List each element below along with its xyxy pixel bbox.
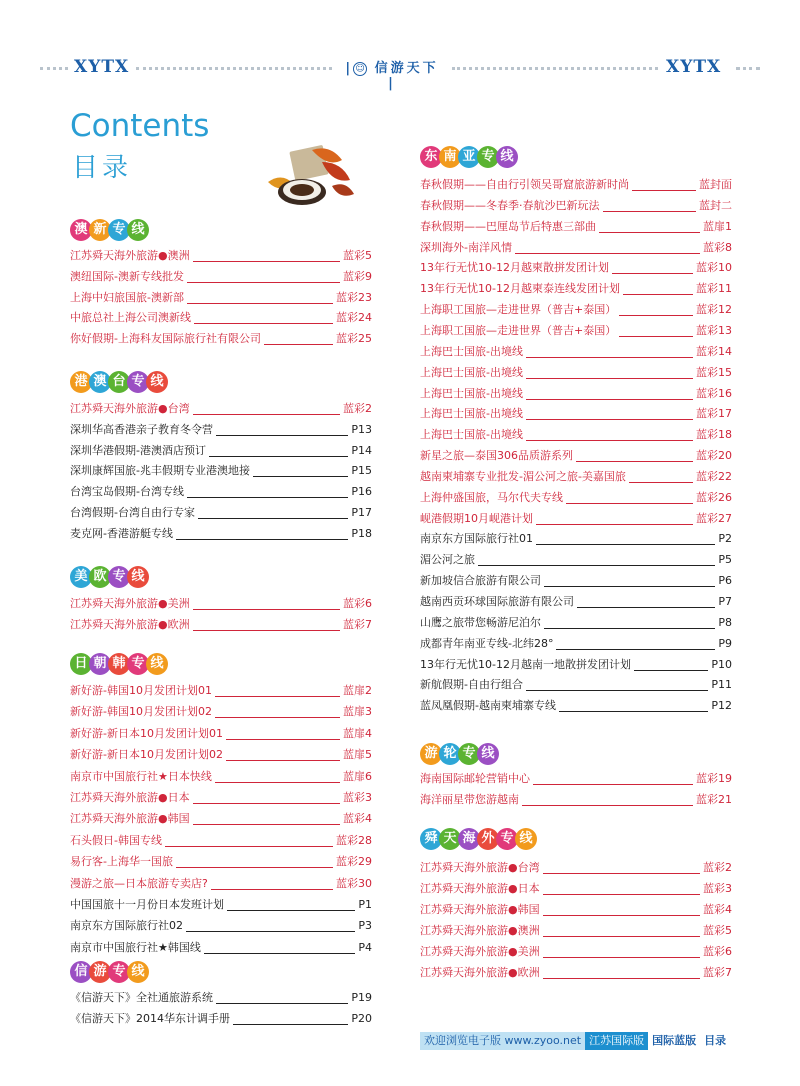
- entry-page: 蓝彩5: [700, 921, 732, 940]
- toc-entry[interactable]: [70, 246, 372, 265]
- entry-title: 新航假期-自由行组合: [420, 675, 526, 694]
- entry-title: 澳纽国际-澳新专线批发: [70, 267, 187, 286]
- entry-page: P3: [355, 916, 372, 935]
- toc-entry[interactable]: [70, 724, 372, 743]
- header-dots-left: [40, 67, 68, 70]
- section-badge: 线: [515, 828, 537, 850]
- entry-title: 春秋假期——冬春季·春航沙巴新玩法: [420, 196, 603, 215]
- toc-entry[interactable]: [420, 550, 732, 569]
- toc-entry[interactable]: [70, 441, 372, 460]
- section-badge: 专: [477, 146, 499, 168]
- entry-page: P15: [348, 461, 372, 480]
- header-logo-left: XYTX: [74, 57, 130, 77]
- entry-page: 蓝彩3: [700, 879, 732, 898]
- entry-title: 江苏舜天海外旅游●澳洲: [420, 921, 543, 940]
- section-badge: 线: [127, 219, 149, 241]
- toc-entry[interactable]: [70, 767, 372, 786]
- entry-page: 蓝彩5: [340, 246, 372, 265]
- toc-entry[interactable]: [420, 258, 732, 277]
- toc-entry[interactable]: [420, 300, 732, 319]
- entry-title: 江苏舜天海外旅游●欧洲: [420, 963, 543, 982]
- entry-page: 蓝扉6: [340, 767, 372, 786]
- left-section-title-1: [70, 370, 165, 396]
- entry-title: 成都青年南亚专线-北纬28°: [420, 634, 556, 653]
- section-badge: 专: [108, 219, 130, 241]
- entry-title: 漫游之旅—日本旅游专卖店?: [70, 874, 211, 893]
- entry-page: 蓝彩7: [700, 963, 732, 982]
- entry-title: 《信游天下》全社通旅游系统: [70, 988, 216, 1007]
- entry-title: 麦克网-香港游艇专线: [70, 524, 176, 543]
- section-badge: 线: [146, 371, 168, 393]
- toc-entry[interactable]: [420, 571, 732, 590]
- entry-page: 蓝彩17: [693, 404, 732, 423]
- entry-title: 江苏舜天海外旅游●日本: [70, 788, 193, 807]
- section-badge: 澳: [89, 371, 111, 393]
- section-badge: 天: [439, 828, 461, 850]
- entry-page: 蓝彩8: [700, 238, 732, 257]
- toc-entry[interactable]: [420, 488, 732, 507]
- toc-entry[interactable]: [420, 592, 732, 611]
- entry-title: 新好游-韩国10月发团计划01: [70, 681, 215, 700]
- entry-page: 蓝彩15: [693, 363, 732, 382]
- entry-page: 蓝彩19: [693, 769, 732, 788]
- section-badge: 日: [70, 653, 92, 675]
- entry-page: 蓝彩27: [693, 509, 732, 528]
- entry-title: 深圳华高香港亲子教育冬令营: [70, 420, 216, 439]
- section-badge: 新: [89, 219, 111, 241]
- entry-page: P12: [708, 696, 732, 715]
- entry-page: P11: [708, 675, 732, 694]
- entry-page: P10: [708, 655, 732, 674]
- entry-page: P6: [715, 571, 732, 590]
- entry-page: P18: [348, 524, 372, 543]
- entry-page: P8: [715, 613, 732, 632]
- entry-page: 蓝彩20: [693, 446, 732, 465]
- toc-entry[interactable]: [420, 217, 732, 236]
- entry-page: 蓝彩7: [340, 615, 372, 634]
- section-badge: 线: [496, 146, 518, 168]
- entry-page: P20: [348, 1009, 372, 1028]
- header-dots-mid-right: [452, 67, 658, 70]
- section-badge: 专: [458, 743, 480, 765]
- toc-entry[interactable]: [420, 675, 732, 694]
- toc-entry[interactable]: [420, 655, 732, 674]
- entry-page: 蓝彩3: [340, 788, 372, 807]
- entry-title: 山鹰之旅带您畅游尼泊尔: [420, 613, 544, 632]
- section-badge: 台: [108, 371, 130, 393]
- smile-icon: ☺: [353, 62, 367, 76]
- toc-entry[interactable]: [420, 879, 732, 898]
- entry-title: 13年行无忧10-12月越柬散拼发团计划: [420, 258, 612, 277]
- entry-title: 春秋假期——自由行引领吴哥窟旅游新时尚: [420, 175, 632, 194]
- section-badge: 舜: [420, 828, 442, 850]
- toc-entry[interactable]: [420, 196, 732, 215]
- entry-page: 蓝彩4: [700, 900, 732, 919]
- entry-title: 台湾假期-台湾自由行专家: [70, 503, 198, 522]
- section-badge: 线: [477, 743, 499, 765]
- entry-title: 新加坡信合旅游有限公司: [420, 571, 544, 590]
- toc-entry[interactable]: [420, 446, 732, 465]
- section-badge: 游: [89, 961, 111, 983]
- entry-title: 深圳康辉国旅-兆丰假期专业港澳地接: [70, 461, 253, 480]
- toc-entry[interactable]: [420, 467, 732, 486]
- entry-page: 蓝扉5: [340, 745, 372, 764]
- entry-page: 蓝彩25: [333, 329, 372, 348]
- entry-page: P4: [355, 938, 372, 957]
- section-badge: 朝: [89, 653, 111, 675]
- toc-entry[interactable]: [420, 921, 732, 940]
- right-section-title-2: [420, 827, 534, 853]
- entry-title: 江苏舜天海外旅游●日本: [420, 879, 543, 898]
- toc-entry[interactable]: [70, 809, 372, 828]
- entry-title: 石头假日-韩国专线: [70, 831, 165, 850]
- toc-entry[interactable]: [420, 238, 732, 257]
- entry-title: 湄公河之旅: [420, 550, 478, 569]
- toc-entry[interactable]: [420, 509, 732, 528]
- header-title-text: 信游天下: [374, 61, 439, 76]
- entry-title: 你好假期-上海科友国际旅行社有限公司: [70, 329, 264, 348]
- entry-page: 蓝扉4: [340, 724, 372, 743]
- toc-entry[interactable]: [420, 900, 732, 919]
- entry-title: 上海巴士国旅-出境线: [420, 342, 526, 361]
- entry-title: 深圳海外-南洋风情: [420, 238, 515, 257]
- footer-version: 国际蓝版: [652, 1034, 697, 1047]
- entry-title: 上海巴士国旅-出境线: [420, 425, 526, 444]
- entry-page: 蓝彩29: [333, 852, 372, 871]
- section-badge: 专: [108, 961, 130, 983]
- entry-title: 江苏舜天海外旅游●欧洲: [70, 615, 193, 634]
- entry-title: 江苏舜天海外旅游●美洲: [70, 594, 193, 613]
- section-badge: 专: [127, 371, 149, 393]
- toc-entry[interactable]: [70, 420, 372, 439]
- toc-entry[interactable]: [420, 404, 732, 423]
- header-dots-mid-left: [136, 67, 332, 70]
- entry-page: 蓝彩16: [693, 384, 732, 403]
- right-section-title-1: [420, 742, 496, 768]
- section-badge: 专: [127, 653, 149, 675]
- entry-page: P14: [348, 441, 372, 460]
- section-badge: 澳: [70, 219, 92, 241]
- toc-entry[interactable]: [70, 895, 372, 914]
- entry-title: 上海巴士国旅-出境线: [420, 404, 526, 423]
- toc-entry[interactable]: [70, 594, 372, 613]
- entry-title: 江苏舜天海外旅游●韩国: [420, 900, 543, 919]
- entry-title: 南京东方国际旅行社01: [420, 529, 536, 548]
- entry-title: 上海巴士国旅-出境线: [420, 384, 526, 403]
- toc-entry[interactable]: [70, 681, 372, 700]
- entry-title: 岘港假期10月岘港计划: [420, 509, 536, 528]
- section-badge: 港: [70, 371, 92, 393]
- left-section-title-2: [70, 565, 146, 591]
- entry-page: 蓝彩30: [333, 874, 372, 893]
- section-badge: 韩: [108, 653, 130, 675]
- entry-page: 蓝彩11: [693, 279, 732, 298]
- toc-entry[interactable]: [70, 267, 372, 286]
- toc-entry[interactable]: [420, 790, 732, 809]
- section-badge: 外: [477, 828, 499, 850]
- entry-title: 江苏舜天海外旅游●台湾: [70, 399, 193, 418]
- toc-entry[interactable]: [70, 615, 372, 634]
- footer-edition: 江苏国际版: [585, 1032, 648, 1050]
- entry-page: P1: [355, 895, 372, 914]
- contents-title: Contents: [70, 108, 210, 144]
- entry-page: P2: [715, 529, 732, 548]
- toc-entry[interactable]: [420, 342, 732, 361]
- entry-page: 蓝彩12: [693, 300, 732, 319]
- section-badge: 线: [127, 961, 149, 983]
- left-section-title-0: [70, 218, 146, 244]
- entry-page: 蓝彩24: [333, 308, 372, 327]
- toc-entry[interactable]: [70, 503, 372, 522]
- entry-page: 蓝彩2: [700, 858, 732, 877]
- entry-title: 江苏舜天海外旅游●台湾: [420, 858, 543, 877]
- toc-entry[interactable]: [420, 858, 732, 877]
- toc-entry[interactable]: [70, 1009, 372, 1028]
- entry-title: 新星之旅—泰国306品质游系列: [420, 446, 576, 465]
- toc-entry[interactable]: [70, 399, 372, 418]
- entry-title: 南京东方国际旅行社02: [70, 916, 186, 935]
- header-title: | ☺ 信游天下 |: [345, 61, 439, 91]
- toc-entry[interactable]: [70, 916, 372, 935]
- entry-title: 海南国际邮轮营销中心: [420, 769, 533, 788]
- toc-entry[interactable]: [420, 769, 732, 788]
- coffee-leaves-icon: [262, 142, 358, 216]
- toc-entry[interactable]: [70, 788, 372, 807]
- entry-title: 易行客-上海华一国旅: [70, 852, 176, 871]
- entry-page: 蓝彩2: [340, 399, 372, 418]
- entry-page: P13: [348, 420, 372, 439]
- entry-title: 13年行无忧10-12月越南一地散拼发团计划: [420, 655, 634, 674]
- toc-entry[interactable]: [420, 696, 732, 715]
- footer-website[interactable]: 欢迎浏览电子版 www.zyoo.net: [420, 1032, 585, 1050]
- toc-entry[interactable]: [70, 938, 372, 957]
- toc-entry[interactable]: [420, 613, 732, 632]
- left-section-title-4: [70, 960, 146, 986]
- entry-page: 蓝彩22: [693, 467, 732, 486]
- entry-page: 蓝彩13: [693, 321, 732, 340]
- entry-page: 蓝彩6: [340, 594, 372, 613]
- entry-page: P5: [715, 550, 732, 569]
- section-badge: 线: [127, 566, 149, 588]
- entry-title: 上海中妇旅国旅-澳新部: [70, 288, 187, 307]
- section-badge: 游: [420, 743, 442, 765]
- entry-title: 上海职工国旅—走进世界（普吉+泰国）: [420, 300, 619, 319]
- entry-title: 江苏舜天海外旅游●韩国: [70, 809, 193, 828]
- section-badge: 欧: [89, 566, 111, 588]
- header-logo-right: XYTX: [666, 57, 722, 77]
- entry-page: 蓝彩23: [333, 288, 372, 307]
- toc-entry[interactable]: [70, 288, 372, 307]
- entry-page: 蓝彩4: [340, 809, 372, 828]
- toc-entry[interactable]: [420, 279, 732, 298]
- entry-title: 南京市中国旅行社★日本快线: [70, 767, 215, 786]
- right-section-title-0: [420, 145, 515, 171]
- section-badge: 美: [70, 566, 92, 588]
- entry-page: 蓝彩6: [700, 942, 732, 961]
- entry-page: 蓝封面: [696, 175, 732, 194]
- entry-title: 新好游-新日本10月发团计划02: [70, 745, 226, 764]
- entry-page: 蓝封二: [696, 196, 732, 215]
- entry-page: 蓝彩21: [693, 790, 732, 809]
- entry-page: P7: [715, 592, 732, 611]
- entry-title: 上海巴士国旅-出境线: [420, 363, 526, 382]
- toc-entry[interactable]: [70, 831, 372, 850]
- entry-title: 江苏舜天海外旅游●美洲: [420, 942, 543, 961]
- toc-entry[interactable]: [420, 363, 732, 382]
- section-badge: 信: [70, 961, 92, 983]
- entry-title: 春秋假期——巴厘岛节后特惠三部曲: [420, 217, 599, 236]
- toc-entry[interactable]: [70, 482, 372, 501]
- toc-entry[interactable]: [420, 425, 732, 444]
- entry-title: 新好游-新日本10月发团计划01: [70, 724, 226, 743]
- toc-entry[interactable]: [70, 524, 372, 543]
- section-badge: 线: [146, 653, 168, 675]
- entry-page: 蓝扉1: [700, 217, 732, 236]
- entry-title: 13年行无忧10-12月越柬泰连线发团计划: [420, 279, 623, 298]
- section-badge: 专: [108, 566, 130, 588]
- entry-title: 海洋丽星带您游越南: [420, 790, 522, 809]
- toc-entry[interactable]: [420, 634, 732, 653]
- entry-page: P19: [348, 988, 372, 1007]
- section-badge: 南: [439, 146, 461, 168]
- toc-entry[interactable]: [420, 321, 732, 340]
- entry-title: 中国国旅十一月份日本发班计划: [70, 895, 227, 914]
- toc-entry[interactable]: [70, 874, 372, 893]
- section-badge: 轮: [439, 743, 461, 765]
- entry-page: 蓝扉2: [340, 681, 372, 700]
- section-badge: 亚: [458, 146, 480, 168]
- entry-title: 蓝凤凰假期-越南柬埔寨专线: [420, 696, 559, 715]
- toc-entry[interactable]: [420, 529, 732, 548]
- entry-title: 上海仲盛国旅，马尔代夫专线: [420, 488, 566, 507]
- toc-entry[interactable]: [70, 852, 372, 871]
- section-badge: 专: [496, 828, 518, 850]
- toc-entry[interactable]: [70, 329, 372, 348]
- section-badge: 东: [420, 146, 442, 168]
- toc-entry[interactable]: [420, 175, 732, 194]
- entry-title: 南京市中国旅行社★韩国线: [70, 938, 204, 957]
- toc-entry[interactable]: [70, 461, 372, 480]
- entry-title: 《信游天下》2014华东计调手册: [70, 1009, 233, 1028]
- footer: [420, 1032, 730, 1050]
- entry-title: 上海职工国旅—走进世界（普吉+泰国）: [420, 321, 619, 340]
- entry-page: P9: [715, 634, 732, 653]
- entry-title: 江苏舜天海外旅游●澳洲: [70, 246, 193, 265]
- entry-page: 蓝彩18: [693, 425, 732, 444]
- toc-entry[interactable]: [70, 308, 372, 327]
- toc-entry[interactable]: [420, 942, 732, 961]
- entry-title: 中旅总社上海公司澳新线: [70, 308, 194, 327]
- toc-entry[interactable]: [70, 702, 372, 721]
- entry-title: 台湾宝岛假期-台湾专线: [70, 482, 187, 501]
- left-section-title-3: [70, 652, 165, 678]
- entry-page: 蓝扉3: [340, 702, 372, 721]
- entry-title: 新好游-韩国10月发团计划02: [70, 702, 215, 721]
- entry-page: 蓝彩10: [693, 258, 732, 277]
- footer-section: 目录: [704, 1034, 727, 1047]
- entry-page: 蓝彩14: [693, 342, 732, 361]
- section-badge: 海: [458, 828, 480, 850]
- header-dots-right: [736, 67, 760, 70]
- entry-page: 蓝彩28: [333, 831, 372, 850]
- contents-subtitle: 目录: [72, 153, 133, 183]
- entry-page: P16: [348, 482, 372, 501]
- entry-page: 蓝彩26: [693, 488, 732, 507]
- toc-entry[interactable]: [70, 745, 372, 764]
- entry-title: 越南西贡环球国际旅游有限公司: [420, 592, 577, 611]
- toc-entry[interactable]: [70, 988, 372, 1007]
- toc-entry[interactable]: [420, 963, 732, 982]
- entry-title: 深圳华港假期-港澳酒店预订: [70, 441, 209, 460]
- entry-page: 蓝彩9: [340, 267, 372, 286]
- toc-entry[interactable]: [420, 384, 732, 403]
- entry-title: 越南柬埔寨专业批发-湄公河之旅-美嘉国旅: [420, 467, 629, 486]
- entry-page: P17: [348, 503, 372, 522]
